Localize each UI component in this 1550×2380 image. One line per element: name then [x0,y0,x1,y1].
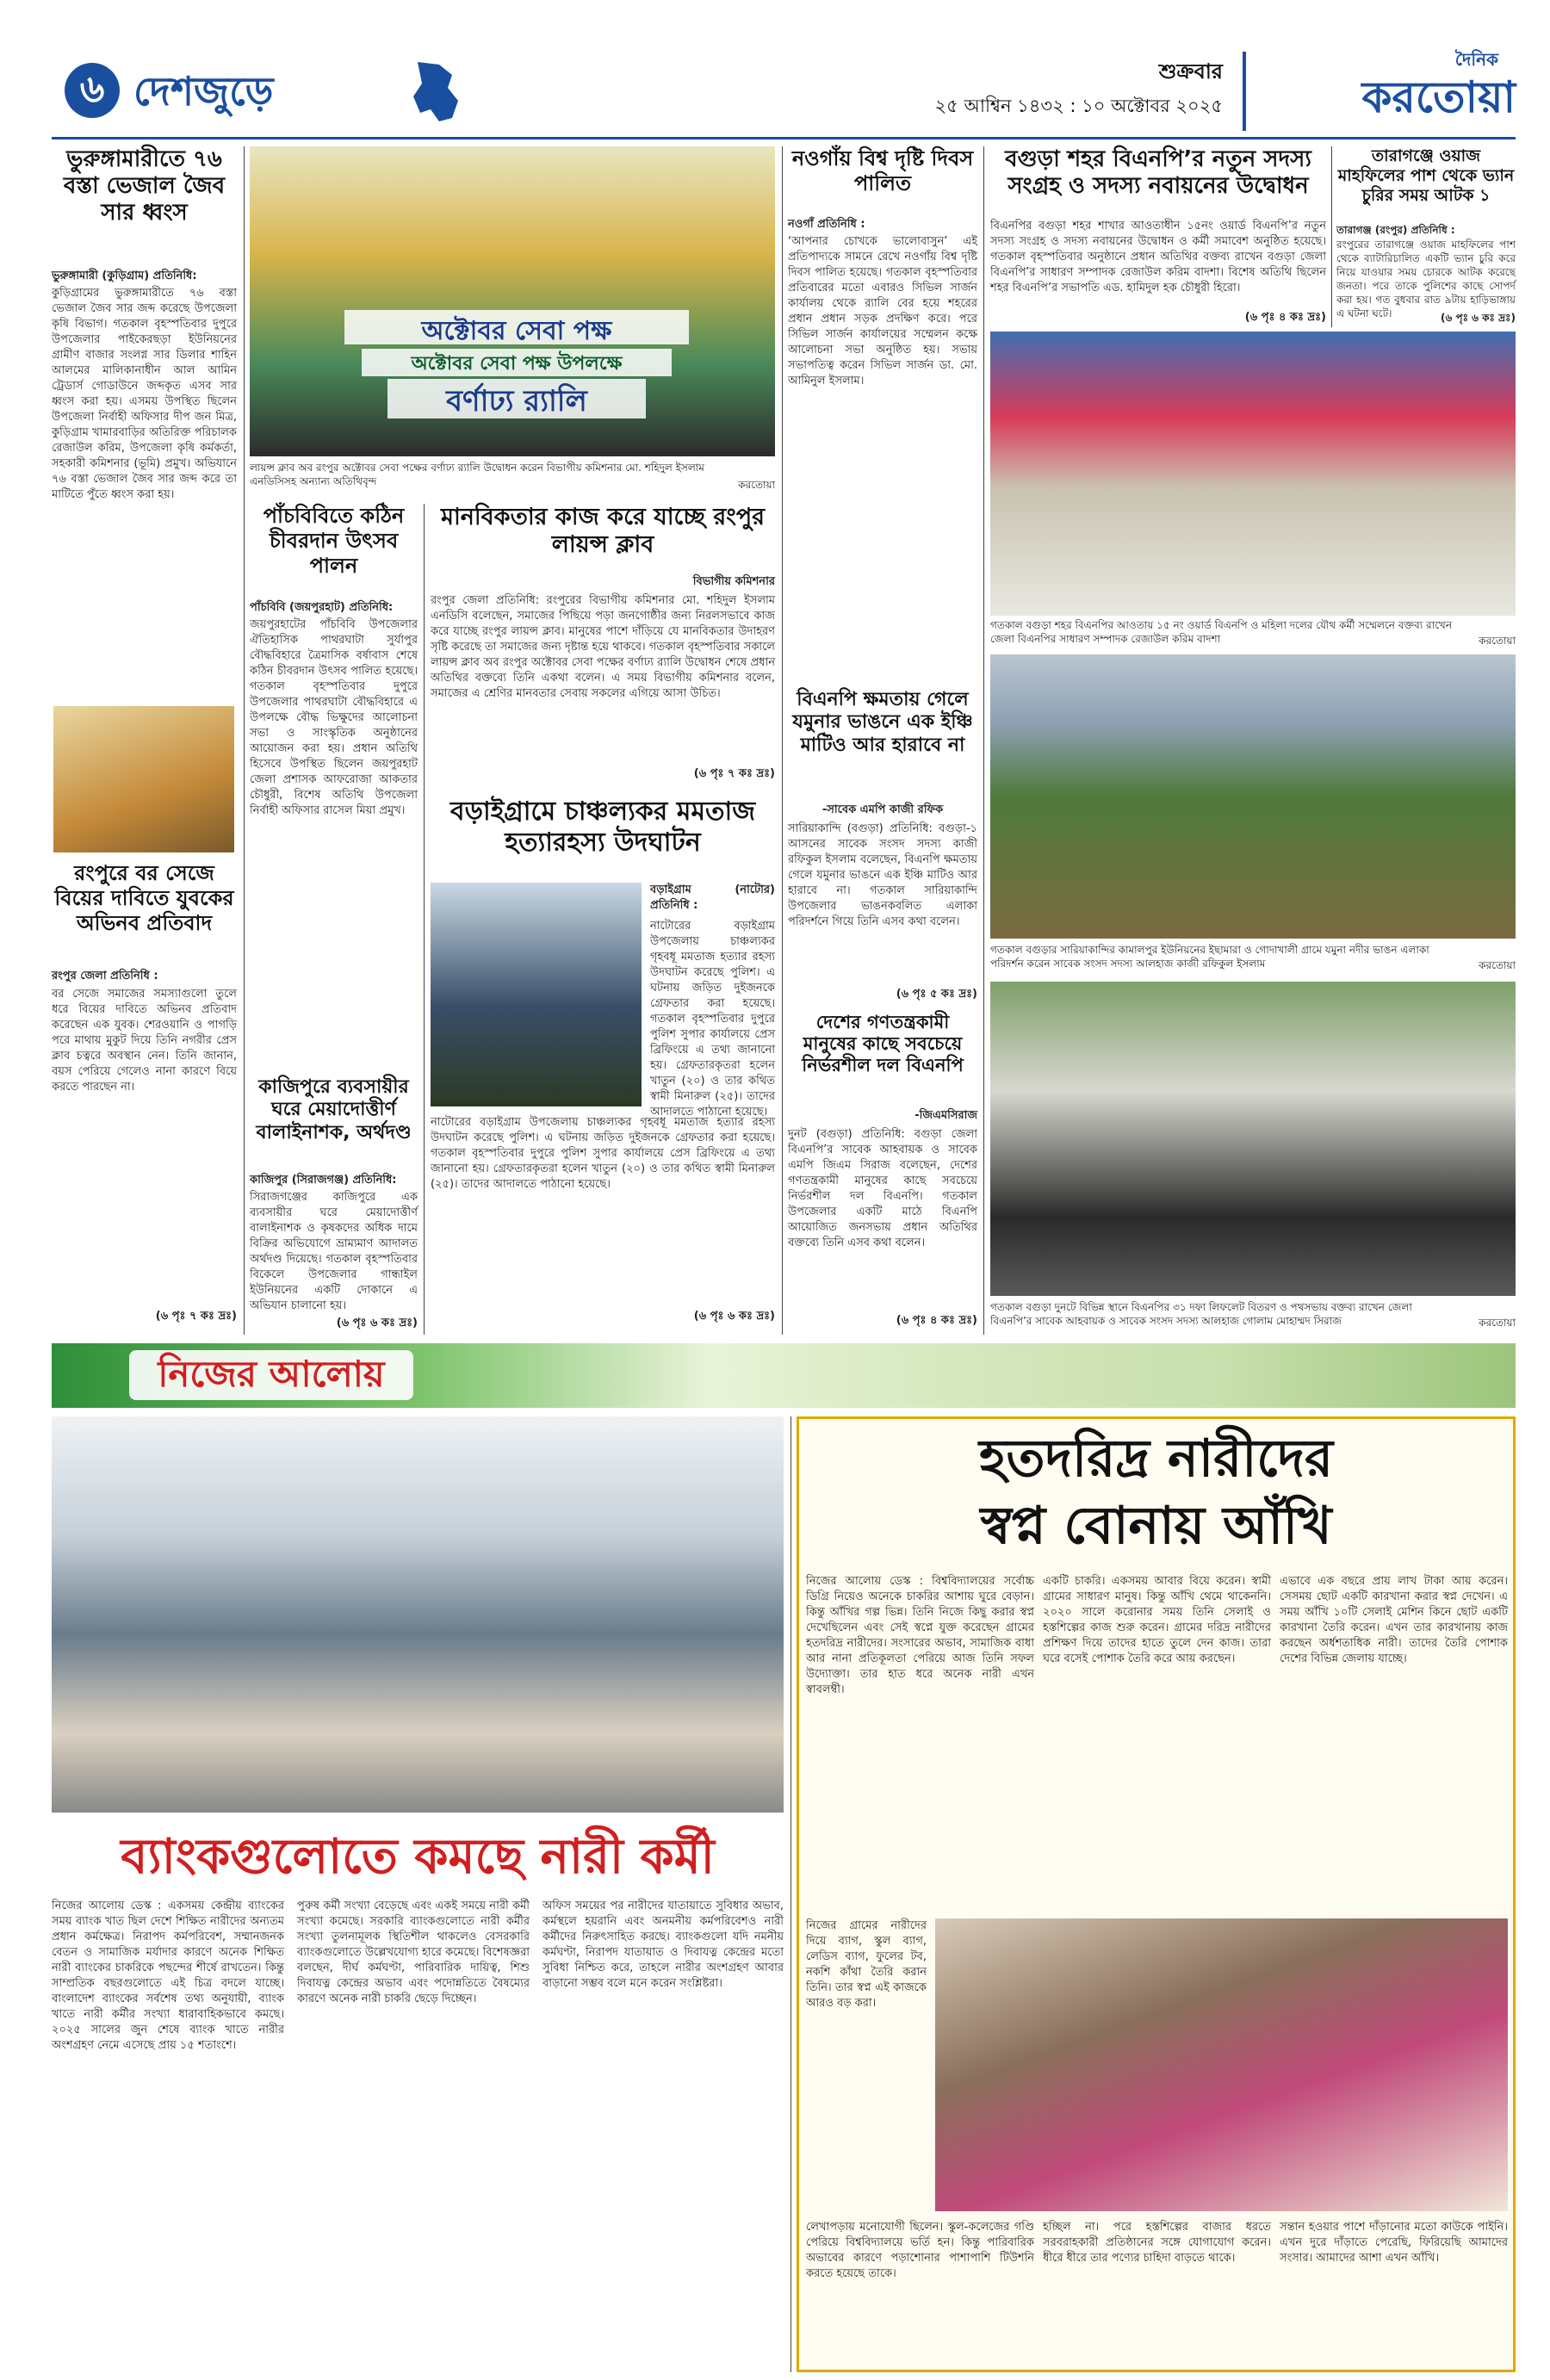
lions-rally-credit: করতোয়া [738,479,775,491]
page-number-badge: ৬ [65,63,120,118]
byline: নওগাঁ প্রতিনিধি : [788,218,865,231]
body: দুনট (বগুড়া) প্রতিনিধি: বগুড়া জেলা বিএনপি’র সাবেক আহবায়ক ও সাবেক এমপি জিএম সিরাজ বলেছেন, দেশের গণতন্ত্রকামী মানুষের কাছে সবচেয়ে নির্ভরশীল দল বিএনপি। গতকাল উপজেলার একটি মাঠে বিএনপি আয়োজিত জনসভায় প্রধান অতিথির বক্তব্যে তিনি এসব কথা বলেন। [788,1128,977,1249]
body: ‘আপনার চোখকে ভালোবাসুন’ এই প্রতিপাদ্যকে সামনে রেখে নওগাঁয় বিশ্ব দৃষ্টি দিবস পালিত হয়েছে। গতকাল বৃহস্পতিবার প্রতিবারের মতো এবারও সিভিল সার্জন কার্যালয় থেকে র‍্যালি বের হয়ে শহরের প্রধান প্রধান সড়ক প্রদক্ষিণ করে। পরে সিভিল সার্জন কার্যালয়ের সম্মেলন কক্ষে আলোচনা সভা অনুষ্ঠিত হয়। সভায় সভাপতিত্ব করেন সিভিল সার্জন ডা. মো. আমিনুল ইসলাম। [788,235,977,387]
body-bottom3: সন্তান হওয়ার পাশে দাঁড়ানোর মতো কাউকে পাইনি। এখন দুরে দাঁড়াতে পেরেছি, ফিরিয়েছি আমাদের সংসার। আমাদের আশা এখন আঁখি। [1280,2221,1508,2265]
headline: মানবিকতার কাজ করে যাচ্ছে রংপুর লায়ন্স ক্লাব [440,504,766,559]
story-panchbibi [250,504,418,1072]
story-rangpur-groom [52,861,237,1330]
column-rule [790,1416,791,2372]
bank-headline: ব্যাংকগুলোতে কমছে নারী কর্মী [121,1829,715,1885]
banner-title: নিজের আলোয় [129,1350,413,1400]
body-bottom2: হচ্ছিল না। পরে হস্তশিল্পের বাজার ধরতে সরবরাহকারী প্রতিষ্ঠানের সঙ্গে যোগাযোগ করেন। ধীরে ধীরে তার পণ্যের চাহিদা বাড়তে থাকে। [1043,2221,1271,2265]
body: জয়পুরহাটের পাঁচবিবি উপজেলার ঐতিহাসিক পাথরঘাটা সুর্যাপুর বৌদ্ধবিহারে ত্রৈমাসিক বর্ষাবাস শেষে কঠিন চীবরদান উৎসব পালিত হয়েছে। গতকাল বৃহস্পতিবার দুপুরে উপজেলার পাথরঘাটা বৌদ্ধবিহারে এ উপলক্ষে বৌদ্ধ ভিক্ষুদের আলোচনা সভা ও সাংস্কৃতিক অনুষ্ঠানের আয়োজন করা হয়। প্রধান অতিথি হিসেবে উপস্থিত ছিলেন জয়পুরহাট জেলা প্রশাসক আফরোজা আকতার চৌধুরী, বিশেষ অতিথি উপজেলা নির্বাহী অফিসার রাসেল মিয়া প্রমুখ। [250,618,418,817]
byline: ভুরুঙ্গামারী (কুড়িগ্রাম) প্রতিনিধি: [52,270,197,282]
groom-protest-photo [53,706,234,852]
headline: নওগাঁয় বিশ্ব দৃষ্টি দিবস পালিত [791,146,974,195]
headline: রংপুরে বর সেজে বিয়ের দাবিতে যুবকের অভিনব প্রতিবাদ [54,861,234,935]
issue-day: শুক্রবার [1158,59,1223,84]
headline: বড়াইগ্রামে চাঞ্চল্যকর মমতাজ হত্যারহস্য উদঘাটন [450,796,756,858]
headline: বিএনপি ক্ষমতায় গেলে যমুনার ভাঙনে এক ইঞ্চি মাটিও আর হারাবে না [792,689,973,756]
byline: বড়াইগ্রাম (নাটোর) প্রতিনিধি : [650,883,775,912]
continuation: (৬ পৃঃ ৭ কঃ দ্রঃ) [155,1310,237,1323]
byline: বিভাগীয় কমিশনার [692,575,775,588]
body: কুড়িগ্রামের ভুরুঙ্গামারীতে ৭৬ বস্তা ভেজাল জৈব সার জব্দ করেছে উপজেলা কৃষি বিভাগ। গতকাল বৃহস্পতিবার দুপুরে উপজেলার পাইকেরছড়া ইউনিয়নের গ্রামীণ বাজার সংলগ্ন সার ডিলার শাহিন আলমের মালিকানাধীন আল আমিন ট্রেডার্স গোডাউনে জব্দকৃত এসব সার ধ্বংস করা হয়। এসময় উপস্থিত ছিলেন উপজেলা নির্বাহী অফিসার দীপ জন মিত্র, কুড়িগ্রাম খামারবাড়ির অতিরিক্ত পরিচালক রেজাউল করিম, উপজেলা কৃষি কর্মকর্তা, সহকারী কমিশনার (ভূমি) প্রমুখ। অভিযানে ৭৬ বস্তা ভেজাল জৈব সার জব্দ করে তা মাটিতে পুঁতে ধ্বংস করা হয়। [52,287,237,501]
banner-line3: বর্ণাঢ্য র‍্যালি [388,379,646,418]
body: বর সেজে সমাজের সমস্যাগুলো তুলে ধরে বিয়ের দাবিতে অভিনব প্রতিবাদ করেছেন এক যুবক। শেরওয়ানি ও পাগড়ি পরে মাথায় মুকুট দিয়ে তিনি নগরীর প্রেস ক্লাব চত্বরে অবস্থান নেন। তিনি জানান, বয়স পেরিয়ে গেলেও নানা কারণে বিয়ে করতে পারছেন না। [52,988,237,1094]
river-erosion-caption: গতকাল বগুড়ার সারিয়াকান্দির কামালপুর ইউনিয়নের ইছামারা ও গোদাখালী গ্রামে যমুনা নদীর ভাঙন এলাকা পরিদর্শন করেন সাবেক সংসদ সদস্য আলহাজ কাজী রফিকুল ইসলাম [990,944,1429,970]
column-rule [1331,146,1332,327]
story-taraganj [1336,146,1516,327]
bank-body-col3: অফিস সময়ের পর নারীদের যাতায়াতে সুবিধার অভাব, কর্মস্থলে হয়রানি এবং অনমনীয় কর্মপরিবেশও নারী কর্মীদের নিরুৎসাহিত করছে। ব্যাংকগুলো যদি নমনীয় কর্মঘণ্টা, নিরাপদ যাতায়াত ও দিবাযত্ন কেন্দ্রের মতো সুবিধা নিশ্চিত করে, তাহলে নারীর অংশগ্রহণ আবার বাড়ানো সম্ভব বলে মনে করেন সংশ্লিষ্টরা। [542,1900,784,1990]
river-erosion-credit: করতোয়া [1479,959,1516,971]
bangladesh-map-icon [405,58,465,127]
story-bogura-bnp [990,146,1326,327]
body-col2: একটি চাকরি। একসময় আবার বিয়ে করেন। স্বামী গ্রামের সাধারণ মানুষ। কিন্তু আঁখি থেমে থাকেননি। ২০২০ সালে করোনার সময় তিনি সেলাই ও হস্তশিল্পের কাজ শুরু করেন। গ্রামের দরিদ্র নারীদের প্রশিক্ষণ দিয়ে তাদের হাতে তুলে দেন কাজ। তারা ঘরে বসেই পোশাক তৈরি করে আয় করছেন। [1043,1575,1271,1665]
banner-line2: অক্টোবর সেবা পক্ষ উপলক্ষে [362,349,672,376]
bnp-rally-photo [990,332,1516,616]
body: সারিয়াকান্দি (বগুড়া) প্রতিনিধি: বগুড়া-১ আসনের সাবেক সংসদ সদস্য কাজী রফিকুল ইসলাম বলেছেন, বিএনপি ক্ষমতায় গেলে যমুনার ভাঙনে এক ইঞ্চি মাটিও আর হারাবে না। গতকাল সারিয়াকান্দি উপজেলার ভাঙনকবলিত এলাকা পরিদর্শনে গিয়ে তিনি এসব কথা বলেন। [788,822,977,928]
continuation: (৬ পৃঃ ৭ কঃ দ্রঃ) [693,767,775,780]
lions-rally-photo [250,146,775,456]
continuation: (৬ পৃঃ ৪ কঃ দ্রঃ) [1244,311,1326,324]
story-gm-siraj [788,1012,977,1335]
story-lions-club [431,504,775,788]
issue-date: ২৫ আশ্বিন ১৪৩২ : ১০ অক্টোবর ২০২৫ [934,96,1223,116]
bnp-street-meeting-photo [990,982,1516,1296]
river-erosion-photo [990,654,1516,939]
sewing-workshop-photo [935,1918,1508,2211]
body-col3: এভাবে এক বছরে প্রায় লাখ টাকা আয় করেন। সেসময় ছোট একটি কারখানা করার স্বপ্ন দেখেন। এ সময় আঁখি ১০টি সেলাই মেশিন কিনে ছোট একটি কারখানা তৈরি করেন। এখন তার কারখানায় কাজ করছেন অর্ধশতাধিক নারী। তাদের তৈরি পোশাক দেশের বিভিন্ন জেলায় যাচ্ছে। [1280,1575,1508,1665]
banner-line1: অক্টোবর সেবা পক্ষ [344,310,689,344]
continuation: (৬ পৃঃ ৪ কঃ দ্রঃ) [896,1314,977,1327]
headline: কাজিপুরে ব্যবসায়ীর ঘরে মেয়াদোত্তীর্ণ বালাইনাশক, অর্থদণ্ড [256,1076,412,1144]
lions-rally-caption: লায়ন্স ক্লাব অব রংপুর অক্টোবর সেবা পক্ষের বর্ণাঢ্য র‍্যালি উদ্বোধন করেন বিভাগীয় কমিশনার মো. শহিদুল ইসলাম এনডিসিসহ অন্যান্য অতিথিবৃন্দ [250,462,704,487]
bnp-rally-caption: গতকাল বগুড়া শহর বিএনপির আওতায় ১৫ নং ওয়ার্ড বিএনপি ও মহিলা দলের যৌথ কর্মী সম্মেলনে বক্তব্য রাখেন জেলা বিএনপির সাধারণ সম্পাদক রেজাউল করিম বাদশা [990,619,1452,645]
header-rule [52,137,1516,139]
body-bottom: নাটোরের বড়াইগ্রাম উপজেলায় চাঞ্চল্যকর গৃহবধূ মমতাজ হত্যার রহস্য উদঘাটন করেছে পুলিশ। এ ঘটনায় জড়িত দুইজনকে গ্রেফতার করা হয়েছে। গতকাল বৃহস্পতিবার দুপুরে পুলিশ সুপার কার্যালয়ে প্রেস ব্রিফিংয়ে এ তথ্য জানানো হয়। গ্রেফতারকৃতরা হলেন খাতুন (২০) ও তার কথিত স্বামী মিনারুল (২৫)। তাদের আদালতে পাঠানো হয়েছে। [431,1116,775,1191]
continuation: (৬ পৃঃ ৬ কঃ দ্রঃ) [336,1317,418,1329]
continuation: (৬ পৃঃ ৬ কঃ দ্রঃ) [1441,312,1516,324]
body-bottom1: লেখাপড়ায় মনোযোগী ছিলেন। স্কুল-কলেজের গণ্ডি পেরিয়ে বিশ্ববিদ্যালয়ে ভর্তি হন। কিন্তু পারিবারিক অভাবের কারণে পড়াশোনার পাশাপাশি টিউশনি করতে হয়েছে তাকে। [806,2221,1034,2280]
page-header [52,47,1516,142]
body: বিএনপির বগুড়া শহর শাখার আওতাধীন ১৫নং ওয়ার্ড বিএনপি’র নতুন সদস্য সংগ্রহ ও সদস্য নবায়নের উদ্বোধন ও কর্মী সমাবেশ অনুষ্ঠিত হয়েছে। গতকাল বৃহস্পতিবার অনুষ্ঠানে প্রধান অতিথির বক্তব্য রাখেন বগুড়া জেলা বিএনপি’র সাধারণ সম্পাদক রেজাউল করিম বাদশা। বিশেষ অতিথি ছিলেন শহর বিএনপি’র সভাপতি এড. হামিদুল হক চৌধুরী হিরো। [990,220,1326,294]
bnp-street-meeting-credit: করতোয়া [1479,1317,1516,1329]
body: রংপুরের তারাগঞ্জে ওয়াজ মাহফিলের পাশ থেকে ব্যাটারিচালিত একটি ভ্যান চুরি করে নিয়ে যাওয়ার সময় চোরকে আটক করেছে জনতা। পরে তাকে পুলিশের কাছে সোপর্দ করা হয়। গত বুধবার রাত ৯টায় হাড়িভাঙ্গায় এ ঘটনা ঘটে। [1336,239,1516,319]
continuation: (৬ পৃঃ ৫ কঃ দ্রঃ) [896,988,977,1001]
newspaper-masthead: করতোয়া [1361,72,1516,122]
headline: তারাগঞ্জে ওয়াজ মাহফিলের পাশ থেকে ভ্যান চুরির সময় আটক ১ [1337,146,1515,205]
story-baraigram [431,796,775,1335]
body-col4: নিজের গ্রামের নারীদের দিয়ে ব্যাগ, স্কুল ব্যাগ, লেডিস ব্যাগ, ফুলের টব, নকশি কাঁথা তৈরি করান তিনি। তার স্বপ্ন এই কাজকে আরও বড় করা। [806,1919,927,2010]
column-rule [782,146,783,1335]
headline: পাঁচবিবিতে কঠিন চীবরদান উৎসব পালন [263,504,405,578]
story-kazi-rafiq [788,689,977,1007]
poor-women-box [797,1416,1516,2372]
story-kazipur [250,1076,418,1335]
body: রংপুর জেলা প্রতিনিধি: রংপুরের বিভাগীয় কমিশনার মো. শহিদুল ইসলাম এনডিসি বলেছেন, সমাজের পিছিয়ে পড়া জনগোষ্ঠীর জন্য নিরলসভাবে কাজ করে যাচ্ছে রংপুর লায়ন্স ক্লাব। মানুষের পাশে দাঁড়িয়ে যে মানবিকতার উদাহরণ সৃষ্টি করেছে তা সমাজের জন্য দৃষ্টান্ত হয়ে থাকবে। গতকাল বৃহস্পতিবার সকালে লায়ন্স ক্লাব অব রংপুর অক্টোবর সেবা পক্ষের বর্ণাঢ্য র‍্যালি উদ্বোধন শেষে প্রধান অতিথির বক্তব্যে তিনি একথা বলেন। এ সময় বিভাগীয় কমিশনার বলেন, সমাজের এ শ্রেণির মানবতার সেবায় সকলের এগিয়ে আসা উচিত। [431,594,775,700]
bnp-street-meeting-caption: গতকাল বগুড়া দুনটে বিভিন্ন স্থানে বিএনপির ৩১ দফা লিফলেট বিতরণ ও পথসভায় বক্তব্য রাখেন জেলা বিএনপি’র সাবেক আহবায়ক ও সাবেক সংসদ সদস্য আলহাজ গোলাম মোহাম্মদ সিরাজ [990,1301,1412,1327]
body: সিরাজগঞ্জের কাজিপুরে এক ব্যবসায়ীর ঘরে মেয়াদোত্তীর্ণ বালাইনাশক ও কৃষকদের অধিক দামে বিক্রির অভিযোগে ভ্রাম্যমাণ আদালত অর্থদণ্ড দিয়েছে। গতকাল বৃহস্পতিবার বিকেলে উপজেলার গান্ধাইল ইউনিয়নের একটি দোকানে এ অভিযান চালানো হয়। [250,1191,418,1312]
section-title: দেশজুড়ে [133,68,274,115]
story-vurungamari [52,146,237,697]
bank-body-col1: নিজের আলোয় ডেস্ক : একসময় কেন্দ্রীয় ব্যাংকের সময় ব্যাংক খাত ছিল দেশে শিক্ষিত নারীদের অন্যতম প্রধান কর্মক্ষেত্র। নিরাপদ কর্মপরিবেশ, সম্মানজনক বেতন ও সামাজিক মর্যাদার কারণে অনেক শিক্ষিত নারী ব্যাংকের চাকরিকে পছন্দের শীর্ষে রাখতেন। কিন্তু সাম্প্রতিক বছরগুলোতে এই চিত্র বদলে যাচ্ছে। বাংলাদেশ ব্যাংকের সর্বশেষ তথ্য অনুযায়ী, ব্যাংক খাতে নারী কর্মীর সংখ্যা ধারাবাহিকভাবে কমছে। ২০২৫ সালের জুন শেষে ব্যাংক খাতে নারীর অংশগ্রহণ নেমে এসেছে প্রায় ১৫ শতাংশে। [52,1900,284,2052]
byline: পাঁচবিবি (জয়পুরহাট) প্রতিনিধি: [250,601,394,614]
bank-hall-photo [52,1416,784,1813]
headline: বগুড়া শহর বিএনপি’র নতুন সদস্য সংগ্রহ ও সদস্য নবায়নের উদ্বোধন [1005,146,1311,200]
column-rule [244,146,245,1335]
headline-line2: স্বপ্ন বোনায় আঁখি [980,1496,1332,1556]
bank-body-col2: পুরুষ কর্মী সংখ্যা বেড়েছে এবং একই সময়ে নারী কর্মী সংখ্যা কমেছে। সরকারি ব্যাংকগুলোতে নারী কর্মীর সংখ্যা তুলনামূলক স্থিতিশীল থাকলেও বেসরকারি ব্যাংকগুলোতে উল্লেখযোগ্য হারে কমেছে। বিশেষজ্ঞরা বলছেন, দীর্ঘ কর্মঘণ্টা, পারিবারিক দায়িত্ব, শিশু দিবাযত্ন কেন্দ্রের অভাব এবং পদোন্নতিতে বৈষম্যের কারণে অনেক নারী চাকরি ছেড়ে দিচ্ছেন। [297,1900,530,2005]
police-briefing-photo [431,883,642,1106]
byline: -সাবেক এমপি কাজী রফিক [822,803,944,816]
story-naogaon [788,146,977,685]
byline: কাজিপুর (সিরাজগঞ্জ) প্রতিনিধি: [250,1174,397,1187]
nijer-aloy-banner [52,1343,1516,1408]
body-side: নাটোরের বড়াইগ্রাম উপজেলায় চাঞ্চল্যকর গৃহবধূ মমতাজ হত্যার রহস্য উদঘাটন করেছে পুলিশ। এ ঘটনায় জড়িত দুইজনকে গ্রেফতার করা হয়েছে। গতকাল বৃহস্পতিবার দুপুরে পুলিশ সুপার কার্যালয়ে প্রেস ব্রিফিংয়ে এ তথ্য জানানো হয়। গ্রেফতারকৃতরা হলেন খাতুন (২০) ও তার কথিত স্বামী মিনারুল (২৫)। তাদের আদালতে পাঠানো হয়েছে। [650,920,775,1119]
headline-line1: হতদরিদ্র নারীদের [978,1429,1333,1489]
byline: রংপুর জেলা প্রতিনিধি : [52,970,158,982]
body-col1: নিজের আলোয় ডেস্ক : বিশ্ববিদ্যালয়ের সর্বোচ্চ ডিগ্রি নিয়েও অনেকে চাকরির আশায় ঘুরে বেড়ান। কিন্তু আঁখির গল্প ভিন্ন। তিনি নিজে কিছু করার স্বপ্ন দেখেছিলেন এবং সেই স্বপ্নে যুক্ত করেছেন গ্রামের হতদরিদ্র নারীদের। সংসারের অভাব, সামাজিক বাধা আর নানা প্রতিকূলতা পেরিয়ে আজ তিনি সফল উদ্যোক্তা। তার হাত ধরে অনেক নারী এখন স্বাবলম্বী। [806,1575,1034,1696]
byline: তারাগঞ্জ (রংপুর) প্রতিনিধি : [1336,224,1455,236]
headline: দেশের গণতন্ত্রকামী মানুষের কাছে সবচেয়ে নির্ভরশীল দল বিএনপি [802,1012,964,1076]
column-rule [983,146,984,1335]
continuation: (৬ পৃঃ ৬ কঃ দ্রঃ) [693,1310,775,1323]
masthead-divider [1243,52,1246,131]
headline: ভুরুঙ্গামারীতে ৭৬ বস্তা ভেজাল জৈব সার ধ্বংস [63,146,226,226]
byline: -জিএমসিরাজ [914,1109,977,1122]
column-rule [424,504,425,1335]
bnp-rally-credit: করতোয়া [1479,635,1516,647]
masthead-small: দৈনিক [1454,49,1498,70]
